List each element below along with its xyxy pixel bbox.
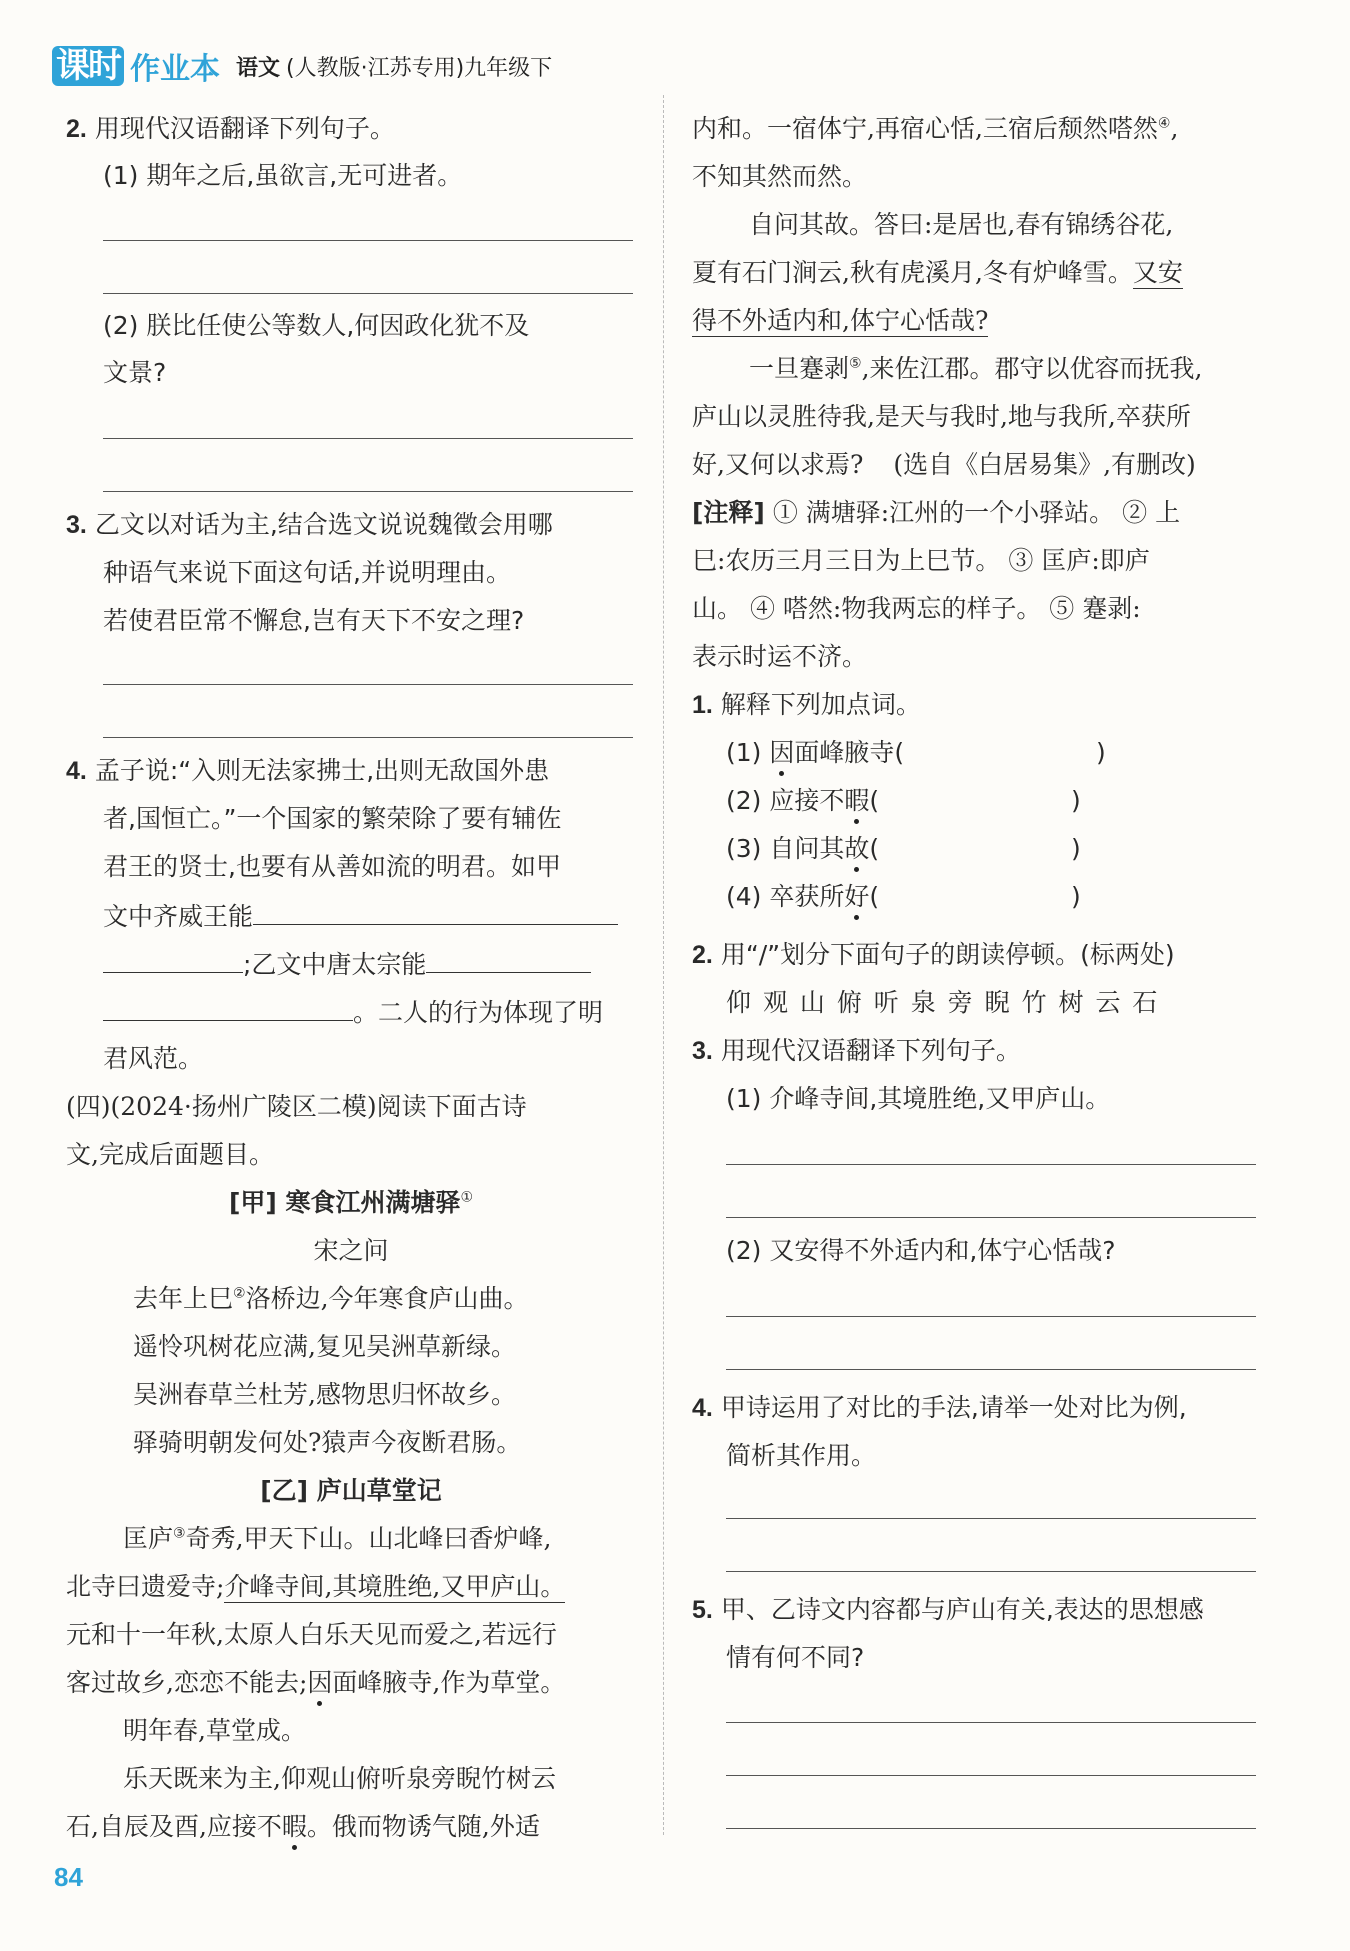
question-1-item-1: (1) 因面峰腋寺( )	[726, 738, 1106, 767]
prose-line: 明年春,草堂成。	[123, 1716, 306, 1745]
prose-line: 石,自辰及酉,应接不暇。俄而物诱气随,外适	[66, 1812, 540, 1841]
poem-title: [甲] 寒食江州满塘驿①	[228, 1188, 474, 1217]
question-4-line-3: 君王的贤士,也要有从善如流的明君。如甲	[103, 852, 561, 881]
notes-line: 山。 ④ 嗒然:物我两忘的样子。 ⑤ 蹇剥:	[692, 594, 1141, 623]
answer-line[interactable]	[726, 1518, 1256, 1519]
answer-line[interactable]	[726, 1369, 1256, 1370]
notes-line: 巳:农历三月三日为上巳节。 ③ 匡庐:即庐	[692, 546, 1150, 575]
answer-line[interactable]	[726, 1164, 1256, 1165]
poem-line-2: 遥怜巩树花应满,复见吴洲草新绿。	[133, 1332, 516, 1361]
question-5: 5. 甲、乙诗文内容都与庐山有关,表达的思想感	[692, 1595, 1204, 1624]
question-4-line-7: 君风范。	[103, 1044, 204, 1073]
answer-line[interactable]	[726, 1722, 1256, 1723]
poem-line-1: 去年上巳②洛桥边,今年寒食庐山曲。	[133, 1284, 529, 1313]
section-4-intro: (四)(2024·扬州广陵区二模)阅读下面古诗	[66, 1092, 527, 1121]
prose-line: 得不外适内和,体宁心恬哉?	[692, 306, 989, 335]
header-logo: 课时	[52, 46, 124, 86]
question-1-item-2: (2) 应接不暇( )	[726, 786, 1081, 815]
answer-line[interactable]	[103, 491, 633, 492]
question-4-line-4: 文中齐威王能	[103, 898, 618, 934]
prose-line: 乐天既来为主,仰观山俯听泉旁睨竹树云	[123, 1764, 556, 1793]
question-4-line-6: 。二人的行为体现了明	[103, 994, 603, 1030]
answer-line[interactable]	[103, 240, 633, 241]
prose-line: 北寺曰遗爱寺;介峰寺间,其境胜绝,又甲庐山。	[66, 1572, 566, 1601]
prose-line: 匡庐③奇秀,甲天下山。山北峰曰香炉峰,	[123, 1524, 552, 1553]
question-1: 1. 解释下列加点词。	[692, 690, 921, 719]
answer-line[interactable]	[103, 737, 633, 738]
prose-line: 不知其然而然。	[692, 162, 868, 191]
question-2-item-2: (2) 朕比任使公等数人,何因政化犹不及	[103, 311, 530, 340]
question-4: 4. 孟子说:“入则无法家拂士,出则无敌国外患	[66, 756, 550, 785]
question-1-item-3: (3) 自问其故( )	[726, 834, 1081, 863]
prose-line: 一旦蹇剥⑤,来佐江郡。郡守以优容而抚我,	[749, 354, 1203, 383]
header-brand-name: 作业本	[130, 52, 220, 87]
question-3-line-2: 种语气来说下面这句话,并说明理由。	[103, 558, 511, 587]
pause-sentence[interactable]: 仰 观 山 俯 听 泉 旁 睨 竹 树 云 石	[726, 988, 1160, 1017]
fill-blank[interactable]	[103, 946, 243, 973]
poem-line-3: 吴洲春草兰杜芳,感物思归怀故乡。	[133, 1380, 516, 1409]
answer-line[interactable]	[726, 1828, 1256, 1829]
column-divider	[663, 95, 664, 1835]
question-3: 3. 用现代汉语翻译下列句子。	[692, 1036, 1021, 1065]
question-3-item-1: (1) 介峰寺间,其境胜绝,又甲庐山。	[726, 1084, 1111, 1113]
source-citation: (选自《白居易集》,有删改)	[893, 450, 1196, 479]
answer-line[interactable]	[103, 438, 633, 439]
prose-line: 自问其故。答曰:是居也,春有锦绣谷花,	[749, 210, 1174, 239]
header-subject: 语文	[236, 55, 281, 81]
section-4-intro-cont: 文,完成后面题目。	[66, 1140, 274, 1169]
notes-label: [注释]	[692, 498, 765, 527]
prose-line: 元和十一年秋,太原人白乐天见而爱之,若远行	[66, 1620, 557, 1649]
poem-line-4: 驿骑明朝发何处?猿声今夜断君肠。	[133, 1428, 522, 1457]
answer-line[interactable]	[726, 1775, 1256, 1776]
fill-blank[interactable]	[103, 994, 353, 1021]
poem-author: 宋之问	[313, 1236, 389, 1265]
question-3: 3. 乙文以对话为主,结合选文说说魏徵会用哪	[66, 510, 553, 539]
question-4: 4. 甲诗运用了对比的手法,请举一处对比为例,	[692, 1393, 1187, 1422]
answer-line[interactable]	[726, 1316, 1256, 1317]
prose-title: [乙] 庐山草堂记	[260, 1476, 442, 1505]
question-4-line-5: ;乙文中唐太宗能	[103, 946, 591, 982]
question-2: 2. 用“/”划分下面句子的朗读停顿。(标两处)	[692, 940, 1175, 969]
prose-line: 庐山以灵胜待我,是天与我时,地与我所,卒获所	[692, 402, 1191, 431]
answer-line[interactable]	[726, 1217, 1256, 1218]
header-subtitle: (人教版·江苏专用)九年级下	[286, 55, 553, 81]
question-3-item-2: (2) 又安得不外适内和,体宁心恬哉?	[726, 1236, 1116, 1265]
answer-line[interactable]	[103, 293, 633, 294]
question-4-line-2: 简析其作用。	[726, 1441, 877, 1470]
question-3-quote: 若使君臣常不懈怠,岂有天下不安之理?	[103, 606, 525, 635]
prose-line: 好,又何以求焉? (选自《白居易集》,有删改)	[692, 450, 1196, 479]
prose-line: 夏有石门涧云,秋有虎溪月,冬有炉峰雪。又安	[692, 258, 1183, 287]
question-5-line-2: 情有何不同?	[726, 1643, 865, 1672]
prose-line: 客过故乡,恋恋不能去;因面峰腋寺,作为草堂。	[66, 1668, 566, 1697]
fill-blank[interactable]	[426, 946, 591, 973]
notes-line: 表示时运不济。	[692, 642, 868, 671]
question-1-item-4: (4) 卒获所好( )	[726, 882, 1081, 911]
fill-blank[interactable]	[253, 898, 618, 925]
answer-line[interactable]	[103, 684, 633, 685]
header-brand	[52, 44, 552, 88]
question-2-item-2-cont: 文景?	[103, 358, 167, 387]
question-2-item-1: (1) 期年之后,虽欲言,无可进者。	[103, 161, 463, 190]
prose-line: 内和。一宿体宁,再宿心恬,三宿后颓然嗒然④,	[692, 114, 1179, 143]
question-4-line-2: 者,国恒亡。”一个国家的繁荣除了要有辅佐	[103, 804, 562, 833]
answer-line[interactable]	[726, 1571, 1256, 1572]
question-2: 2. 用现代汉语翻译下列句子。	[66, 114, 395, 143]
page-number: 84	[54, 1862, 83, 1892]
notes: [注释] ① 满塘驿:江州的一个小驿站。 ② 上	[692, 498, 1181, 527]
